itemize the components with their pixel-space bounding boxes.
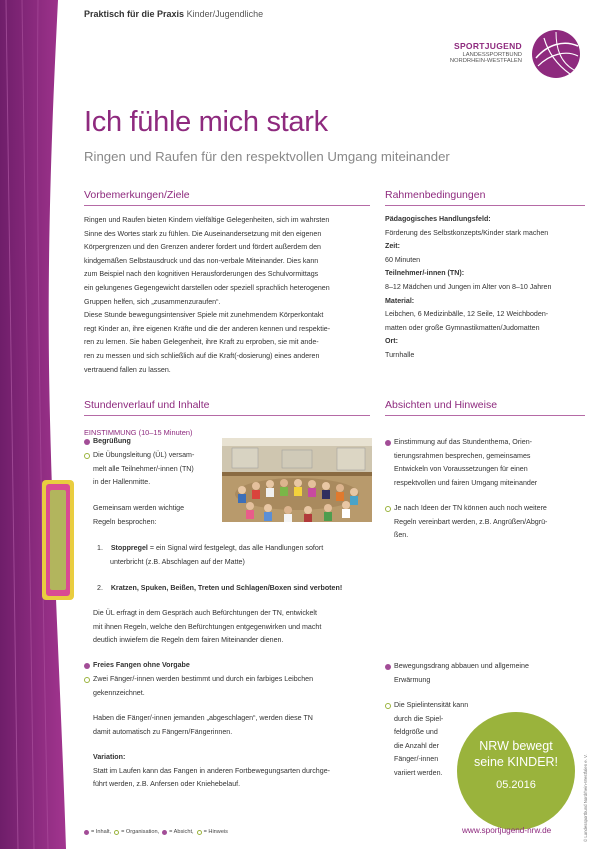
brand-name: SPORTJUGEND [453, 41, 522, 51]
series-category: Kinder/Jugendliche [186, 9, 264, 19]
abgeschlagen-text [93, 712, 313, 739]
rahmen-list [385, 213, 585, 363]
text-line: Diese Stunde bewegungsintensiver Spiele mit zunehmendem Körperkontakt [84, 311, 324, 320]
text-line: ßen. [394, 531, 409, 540]
absicht-bullet-icon [385, 440, 391, 446]
text-line: variiert werden. [394, 768, 443, 777]
ort-value: Turnhalle [385, 350, 415, 359]
hinweis-bullet-icon [385, 703, 391, 709]
inhalt-legend-icon [84, 830, 89, 835]
text-line: respektvollen und fairen Umgang miteinander [394, 478, 538, 487]
badge-date: 05.2016 [496, 779, 536, 791]
list-item [84, 659, 190, 673]
text-line: Einstimmung auf das Stundenthema, Orien- [394, 438, 533, 446]
gym-photo [222, 438, 372, 522]
text-line: regt Kinder an, ihre eigenen Kräfte und die der anderen kennen und respektie- [84, 324, 331, 333]
hinweis-bullet-icon [385, 506, 391, 512]
heading-rahmen: Rahmenbedingungen [385, 189, 486, 201]
list-item [385, 502, 585, 543]
rule-1-bold: Stoppregel [110, 544, 148, 552]
organisation-bullet-icon [84, 677, 90, 683]
teilnehmer-label: Teilnehmer/-innen (TN): [385, 269, 465, 278]
material-label: Material: [385, 296, 415, 305]
inhalt-bullet-icon [84, 439, 90, 445]
text-line: unterbricht (z.B. Abschlagen auf der Matte) [110, 557, 245, 566]
decorative-band [0, 0, 77, 849]
regeln-text [93, 502, 184, 529]
website-link[interactable]: www.sportjugend-nrw.de [462, 826, 552, 835]
text-line: ein gelungenes Gegengewicht darstellen oder speziell sprachlich heterogenen [84, 283, 330, 292]
material-value: matten oder große Gymnastikmatten/Judomatten [385, 323, 540, 332]
text-line: Gemeinsam werden wichtige [93, 504, 185, 512]
material-value: Leibchen, 6 Medizinbälle, 12 Seile, 12 Weichboden- [385, 310, 549, 319]
text-line: gekennzeichnet. [93, 688, 145, 697]
copyright: © Landessportbund Nordrhein-Westfalen e. V. [583, 754, 588, 842]
text-line: in der Hallenmitte. [93, 478, 151, 487]
legend-absicht: = Absicht, [169, 829, 194, 835]
text-line: Die Übungsleitung (ÜL) versam- [93, 451, 195, 459]
rule-number: 1. [97, 544, 103, 552]
text-line: Bewegungsdrang abbauen und allgemeine [394, 662, 529, 670]
text-line: Die ÜL erfragt in dem Gespräch auch Befürchtungen der TN, entwickelt [93, 609, 317, 617]
absicht-bullet-icon [385, 664, 391, 670]
sportjugend-logo-icon [530, 28, 582, 80]
text-line: Sinne des Wortes stark zu fühlen. Die Auseinandersetzung mit den eigenen [84, 229, 322, 238]
text-line: ren zu lernen. Sie haben Gelegenheit, ihre Kraft zu erproben, sie mit ande- [84, 338, 319, 347]
text-line: die Anzahl der [394, 741, 439, 750]
zeit-value: 60 Minuten [385, 255, 421, 264]
variation-text [93, 751, 330, 792]
brand-sub1: LANDESSPORTBUND [462, 51, 522, 58]
list-item [84, 673, 313, 700]
list-item [385, 436, 585, 490]
list-item [385, 660, 585, 687]
text-line: führt werden, z.B. Anfersen oder Kniehebelauf. [93, 780, 241, 789]
text-line: Erwärmung [394, 675, 431, 684]
text-line: Statt im Laufen kann das Fangen in anderen Fortbewegungsarten durchge- [93, 766, 331, 775]
rule-2 [97, 582, 342, 596]
legend-hinweis: = Hinweis [203, 829, 228, 835]
praktisch-logo [40, 480, 76, 600]
inhalt-bullet-icon [84, 663, 90, 669]
list-item [84, 435, 131, 449]
text-line: Je nach Ideen der TN können auch noch weitere [394, 504, 547, 512]
series-name: Praktisch für die Praxis [84, 9, 185, 19]
sportjugend-brand [392, 28, 582, 78]
page-subtitle: Ringen und Raufen für den respektvollen Umgang miteinander [84, 149, 450, 164]
zeit-label: Zeit: [385, 242, 400, 251]
text-line: Die Spielintensität kann [394, 701, 469, 709]
legend-organisation: = Organisation, [121, 829, 160, 835]
badge-line-2: seine KINDER! [473, 755, 559, 769]
text-line: tierungsrahmen besprechen, gemeinsames [394, 451, 531, 460]
rule-2-text: Kratzen, Spuken, Beißen, Treten und Schlagen/Boxen sind verboten! [110, 584, 343, 592]
begruessung-label: Begrüßung [93, 437, 131, 445]
text-line: Gruppen helfen, sich „zusammenzuraufen“. [84, 297, 221, 306]
text-line: damit automatisch zu Fängern/Fängerinnen. [93, 727, 233, 736]
badge-line-1: NRW bewegt [479, 739, 553, 753]
organisation-bullet-icon [84, 453, 90, 459]
legend-inhalt: = Inhalt, [91, 829, 112, 835]
divider [84, 415, 370, 416]
text-line: Entwickeln von Voraussetzungen für einen [394, 465, 528, 474]
divider [385, 415, 585, 416]
freies-fangen-label: Freies Fangen ohne Vorgabe [93, 661, 190, 669]
text-line: melt alle Teilnehmer/-innen (TN) [93, 464, 194, 473]
rule-1-text: = ein Signal wird festgelegt, das alle Handlungen sofort [147, 544, 324, 552]
rule-1 [97, 542, 323, 569]
text-line: Regeln vereinbart werden, z.B. Angrüßen/Abgrü- [394, 517, 548, 526]
divider [385, 205, 585, 206]
text-line: Körpergrenzen und den Grenzen anderer fordert und fördert außerdem den [84, 243, 321, 252]
heading-stundenverlauf: Stundenverlauf und Inhalte [84, 399, 210, 411]
hinweis-legend-icon [197, 830, 202, 835]
text-line: Haben die Fänger/-innen jemanden „abgeschlagen“, werden diese TN [93, 714, 313, 722]
nrw-badge [457, 712, 575, 830]
ort-label: Ort: [385, 337, 399, 346]
brand-sub2: NORDRHEIN-WESTFALEN [449, 58, 522, 65]
text-line: mit ihnen Regeln, welche den Befürchtungen entgegenwirken und macht [93, 622, 322, 631]
teilnehmer-value: 8–12 Mädchen und Jungen im Alter von 8–10 Jahren [385, 282, 552, 291]
text-line: durch die Spiel- [394, 714, 444, 723]
heading-vorbemerkungen: Vorbemerkungen/Ziele [84, 189, 190, 201]
rule-number: 2. [97, 584, 103, 592]
ul-erfragt-text [93, 607, 321, 648]
vorbemerkungen-text [84, 214, 374, 377]
divider [84, 205, 370, 206]
heading-absichten: Absichten und Hinweise [385, 399, 498, 411]
variation-label: Variation: [93, 753, 126, 761]
text-line: feldgröße und [394, 728, 438, 737]
einstimmung-heading: EINSTIMMUNG (10–15 Minuten) [84, 428, 193, 437]
bullet-legend [84, 829, 231, 835]
list-item [84, 449, 194, 490]
text-line: zum Beispiel nach den kognitiven Herausforderungen des Schulvormittags [84, 270, 319, 279]
absicht-legend-icon [162, 830, 167, 835]
text-line: kindgemäßen Selbstausdruck und das non-verbale Miteinander. Dies kann [84, 256, 319, 265]
text-line: Ringen und Raufen bieten Kindern vielfältige Gelegenheiten, sich im wahrsten [84, 216, 330, 224]
handlungsfeld-value: Förderung des Selbstkonzepts/Kinder stark machen [385, 228, 549, 237]
text-line: Regeln besprochen: [93, 517, 157, 526]
text-line: Fänger/-innen [394, 755, 439, 764]
text-line: ren zu messen und sich schließlich auf die Kraft(-dosierung) eines anderen [84, 351, 320, 360]
organisation-legend-icon [114, 830, 119, 835]
handlungsfeld-label: Pädagogisches Handlungsfeld: [385, 215, 491, 223]
text-line: deutlich inwiefern die Regeln dem fairen Miteinander dienen. [93, 636, 284, 645]
page-title: Ich fühle mich stark [84, 106, 328, 138]
text-line: vertrauend fallen zu lassen. [84, 365, 171, 374]
text-line: Zwei Fänger/-innen werden bestimmt und durch ein farbiges Leibchen [93, 675, 314, 683]
series-header [84, 9, 263, 19]
